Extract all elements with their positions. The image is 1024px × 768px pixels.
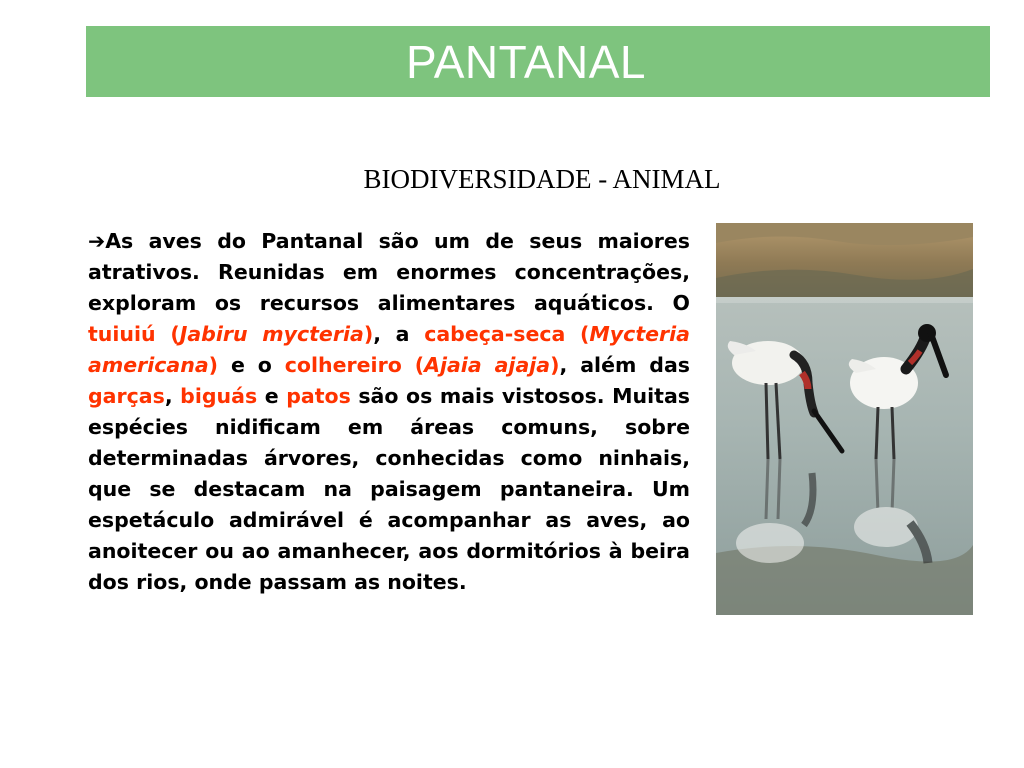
paragraph-run (402, 353, 415, 377)
body-paragraph (88, 226, 690, 598)
paragraph-run: , a (373, 322, 425, 346)
paragraph-run: Mycteria americana (88, 322, 690, 377)
paragraph-run: garças (88, 384, 165, 408)
paragraph-run: , (164, 384, 181, 408)
paragraph-run: e o (218, 353, 285, 377)
paragraph-run: ) (363, 322, 374, 346)
paragraph-run (156, 322, 171, 346)
paragraph-run: ( (580, 322, 590, 346)
paragraph-run: Jabiru mycteria (179, 322, 364, 346)
paragraph-run: ) (208, 353, 219, 377)
paragraph-run: colhereiro (284, 353, 402, 377)
paragraph-run: ( (414, 353, 425, 377)
paragraph-run: são os mais vistosos. Muitas espécies nidificam em áreas comuns, sobre determinadas árvores, conhecidas como ninhais, que se destacam na paisagem pantaneira. Um espetáculo admirável é acompanhar as aves, ao anoitecer ou ao amanhecer, aos dormitórios à beira dos rios, onde passam as noites. (88, 384, 690, 594)
paragraph-text (88, 229, 690, 594)
paragraph-run: cabeça-seca (424, 322, 566, 346)
arrow-right-icon: ➔ (88, 229, 106, 253)
paragraph-run: patos (286, 384, 351, 408)
paragraph-run: , além das (559, 353, 690, 377)
paragraph-run: As aves do Pantanal são um de seus maiores atrativos. Reunidas em enormes concentrações, exploram os recursos alimentares aquáticos. O (88, 229, 690, 315)
paragraph-run: ( (170, 322, 180, 346)
paragraph-run: tuiuiú (88, 322, 156, 346)
paragraph-run (565, 322, 580, 346)
paragraph-run: biguás (180, 384, 258, 408)
paragraph-run: Ajaia ajaja (424, 353, 551, 377)
paragraph-run: e (257, 384, 287, 408)
slide-subtitle: BIODIVERSIDADE - ANIMAL (363, 164, 721, 194)
jabiru-storks-photo (716, 223, 973, 615)
paragraph-run: ) (550, 353, 560, 377)
title-bar (86, 26, 990, 97)
slide-title: PANTANAL (405, 35, 647, 88)
